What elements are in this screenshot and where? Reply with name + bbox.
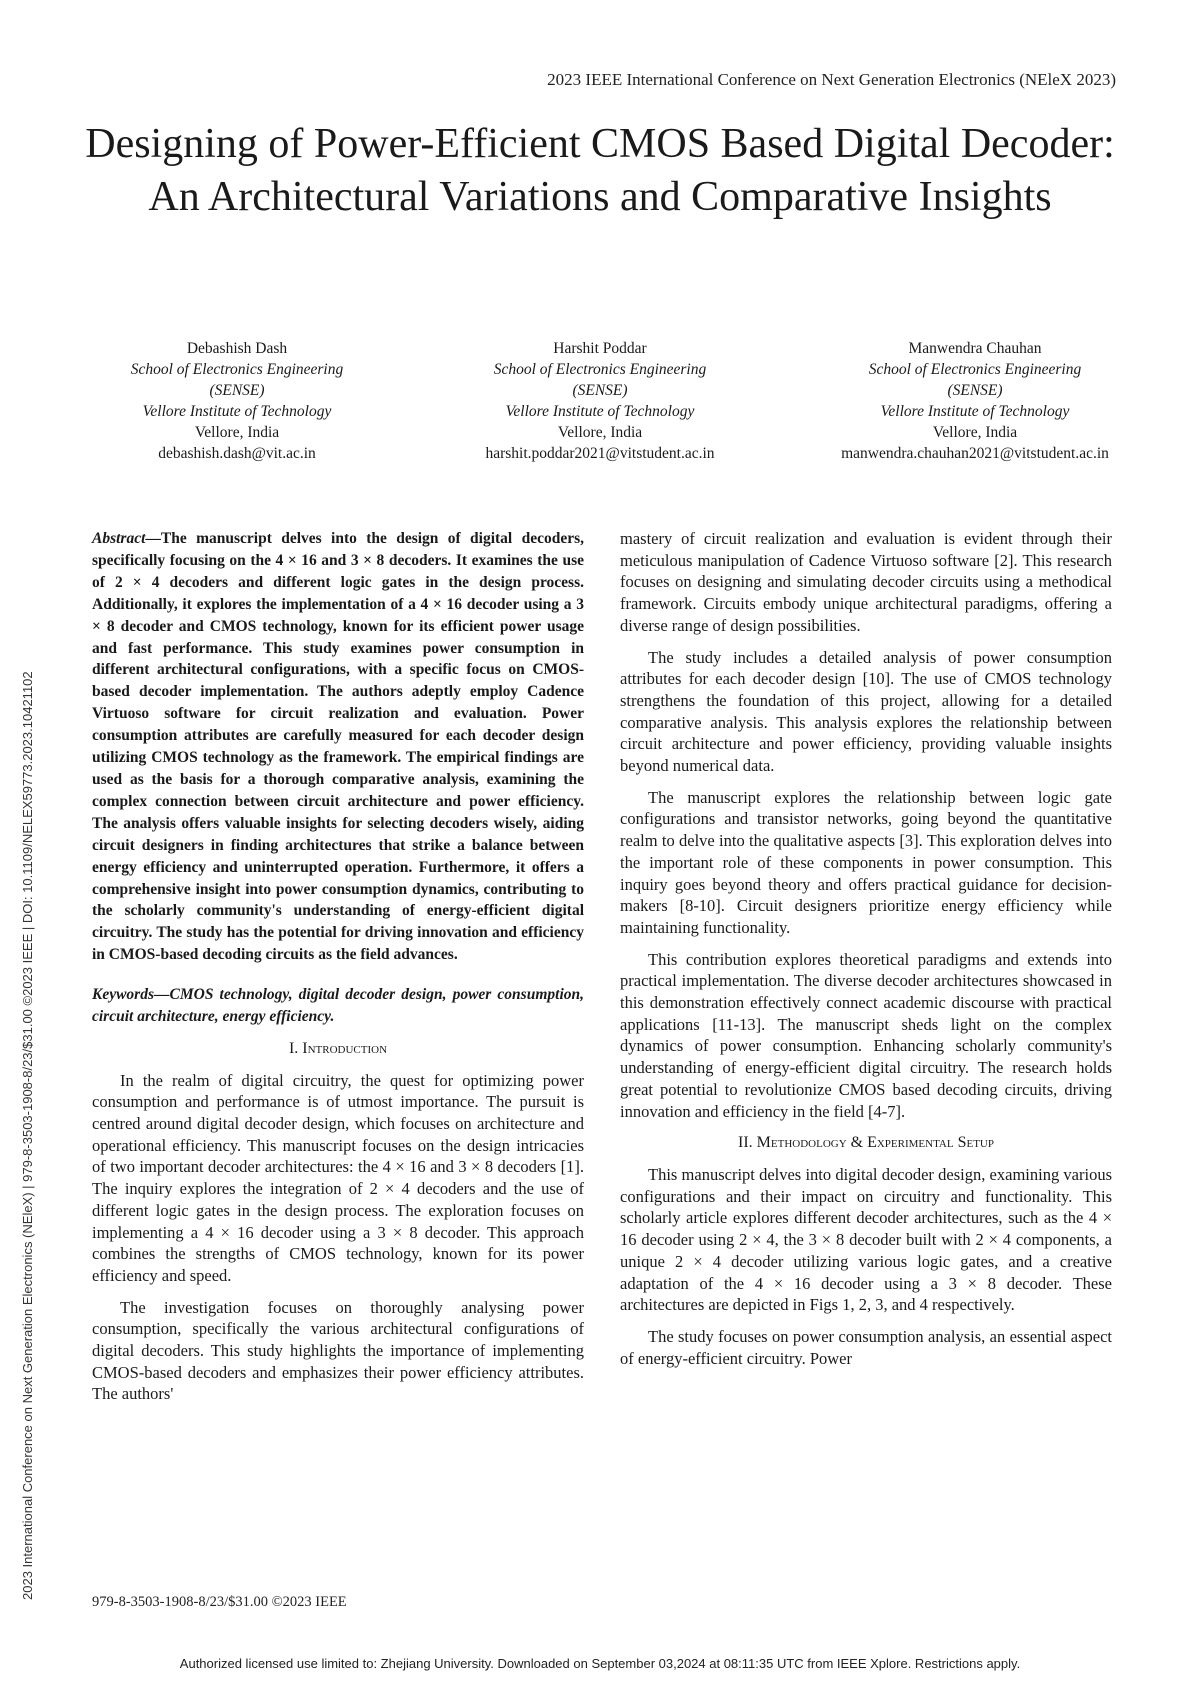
author-dept: School of Electronics Engineering (493, 361, 707, 378)
author-name: Harshit Poddar (553, 340, 647, 357)
section-heading-methodology (620, 1132, 1112, 1154)
author-email[interactable]: debashish.dash@vit.ac.in (158, 445, 316, 462)
section-number: II. (738, 1134, 753, 1152)
author-name: Manwendra Chauhan (908, 340, 1042, 357)
author-dept-abbr: (SENSE) (209, 382, 265, 399)
section-heading-introduction (92, 1038, 584, 1060)
abstract (92, 528, 584, 966)
author-2 (455, 338, 745, 464)
author-dept-abbr: (SENSE) (947, 382, 1003, 399)
conference-header: 2023 IEEE International Conference on Next Generation Electronics (NEleX 2023) (547, 70, 1116, 89)
author-email[interactable]: manwendra.chauhan2021@vitstudent.ac.in (841, 445, 1109, 462)
right-column (620, 528, 1112, 1369)
keywords: Keywords—CMOS technology, digital decoder design, power consumption, circuit architecture, energy efficiency. (92, 986, 584, 1026)
intro-paragraph-2: The investigation focuses on thoroughly analysing power consumption, specifically the various architectural configurations of digital decoders. This study highlights the importance of implementing CMOS-based decoders and emphasizes their power efficiency attributes. The authors' (92, 1297, 584, 1404)
copyright-footer: 979-8-3503-1908-8/23/$31.00 ©2023 IEEE (92, 1594, 347, 1610)
author-location: Vellore, India (932, 424, 1018, 441)
abstract-label: Abstract (92, 530, 146, 547)
intro-paragraph-4: The manuscript explores the relationship between logic gate configurations and transistor networks, going beyond the quantitative realm to delve into the qualitative aspects [3]. This exploration delves into the important role of these components in power consumption. This inquiry goes beyond theory and offers practical guidance for decision-makers [8-10]. Circuit designers prioritize energy efficiency while maintaining functionality. (620, 787, 1112, 937)
author-institution: Vellore Institute of Technology (142, 403, 332, 420)
author-3 (825, 338, 1125, 464)
intro-paragraph-1: In the realm of digital circuitry, the quest for optimizing power consumption and performance is of utmost importance. The pursuit is centred around digital decoder design, which focuses on architecture and operational efficiency. This manuscript focuses on the design intricacies of two important decoder architectures: the 4 × 16 and 3 × 8 decoders [1]. The inquiry explores the integration of 2 × 4 decoders and the use of different logic gates in the design process. The exploration focuses on implementing a 4 × 16 decoder using a 3 × 8 decoder. This approach combines the strengths of CMOS technology, known for its power efficiency and speed. (92, 1070, 584, 1285)
left-column (92, 528, 584, 1405)
author-location: Vellore, India (194, 424, 280, 441)
author-email[interactable]: harshit.poddar2021@vitstudent.ac.in (485, 445, 715, 462)
method-paragraph-1: This manuscript delves into digital decoder design, examining various configurations and their impact on circuitry and functionality. This scholarly article explores different decoder architectures, such as the 4 × 16 decoder using 2 × 4, the 3 × 8 decoder built with 2 × 4 components, a unique 2 × 4 decoder utilizing various logic gates, and a creative adaptation of the 4 × 16 decoder using a 3 × 8 decoder. These architectures are depicted in Figs 1, 2, 3, and 4 respectively. (620, 1164, 1112, 1315)
download-notice: Authorized licensed use limited to: Zhejiang University. Downloaded on September 03,2024 at 08:11:35 UTC from IEEE Xplore. Restrictions apply. (179, 1656, 1021, 1671)
author-dept-abbr: (SENSE) (572, 382, 628, 399)
intro-paragraph-5: This contribution explores theoretical paradigms and extends into practical implementation. The diverse decoder architectures showcased in this demonstration effectively connect academic discourse with practical applications [11-13]. The manuscript sheds light on the complex dynamics of power consumption. Enhancing scholarly community's understanding of energy-efficient digital circuitry. The research holds great potential to revolutionize CMOS based decoding circuits, driving innovation and efficiency in the field [4-7]. (620, 949, 1112, 1121)
section-number: I. (288, 1039, 299, 1057)
intro-paragraph-2-cont: mastery of circuit realization and evaluation is evident through their meticulous manipulation of Cadence Virtuoso software [2]. This research focuses on designing and simulating decoder circuits using a methodical framework. Circuits embody unique architectural paradigms, offering a diverse range of design possibilities. (620, 529, 1112, 635)
method-paragraph-2: The study focuses on power consumption analysis, an essential aspect of energy-efficient circuitry. Power (620, 1326, 1112, 1368)
author-1 (92, 338, 382, 464)
intro-paragraph-3: The study includes a detailed analysis of power consumption attributes for each decoder design [10]. The use of CMOS technology strengthens the foundation of this project, allowing for a detailed comparative analysis. This analysis explores the relationship between circuit architecture and power efficiency, providing valuable insights beyond numerical data. (620, 647, 1112, 776)
abstract-text: —The manuscript delves into the design of digital decoders, specifically focusing on the 4 × 16 and 3 × 8 decoders. It examines the use of 2 × 4 decoders and different logic gates in the design process. Additionally, it explores the implementation of a 4 × 16 decoder using a 3 × 8 decoder and CMOS technology, known for its efficient power usage and fast performance. This study examines power consumption in different architectural configurations, with a specific focus on CMOS-based decoder implementation. The authors adeptly employ Cadence Virtuoso software for circuit realization and evaluation. Power consumption attributes are carefully measured for each decoder design utilizing CMOS technology as the framework. The empirical findings are used as the basis for a thorough comparative analysis, examining the complex connection between circuit architecture and power efficiency. The analysis offers valuable insights for selecting decoders wisely, aiding circuit designers in finding architectures that strike a balance between energy efficiency and uninterrupted operation. Furthermore, it offers a comprehensive insight into power consumption dynamics, contributing to the scholarly community's understanding of energy-efficient digital circuitry. The study has the potential for driving innovation and efficiency in CMOS-based decoding circuits as the field advances. (92, 530, 584, 964)
author-institution: Vellore Institute of Technology (505, 403, 695, 420)
section-title: Methodology & Experimental Setup (756, 1134, 994, 1152)
author-dept: School of Electronics Engineering (130, 361, 344, 378)
section-title: Introduction (302, 1039, 388, 1057)
paper-title: Designing of Power-Efficient CMOS Based Digital Decoder: An Architectural Variations and Comparative Insights (85, 121, 1115, 220)
author-dept: School of Electronics Engineering (868, 361, 1082, 378)
author-institution: Vellore Institute of Technology (880, 403, 1070, 420)
author-location: Vellore, India (557, 424, 643, 441)
author-name: Debashish Dash (186, 340, 288, 357)
doi-sidebar: 2023 International Conference on Next Generation Electronics (NEleX) | 979-8-3503-1908-8/23/$31.00 ©2023 IEEE | DOI: 10.1109/NELEX59773.2023.10421102 (20, 671, 35, 1600)
